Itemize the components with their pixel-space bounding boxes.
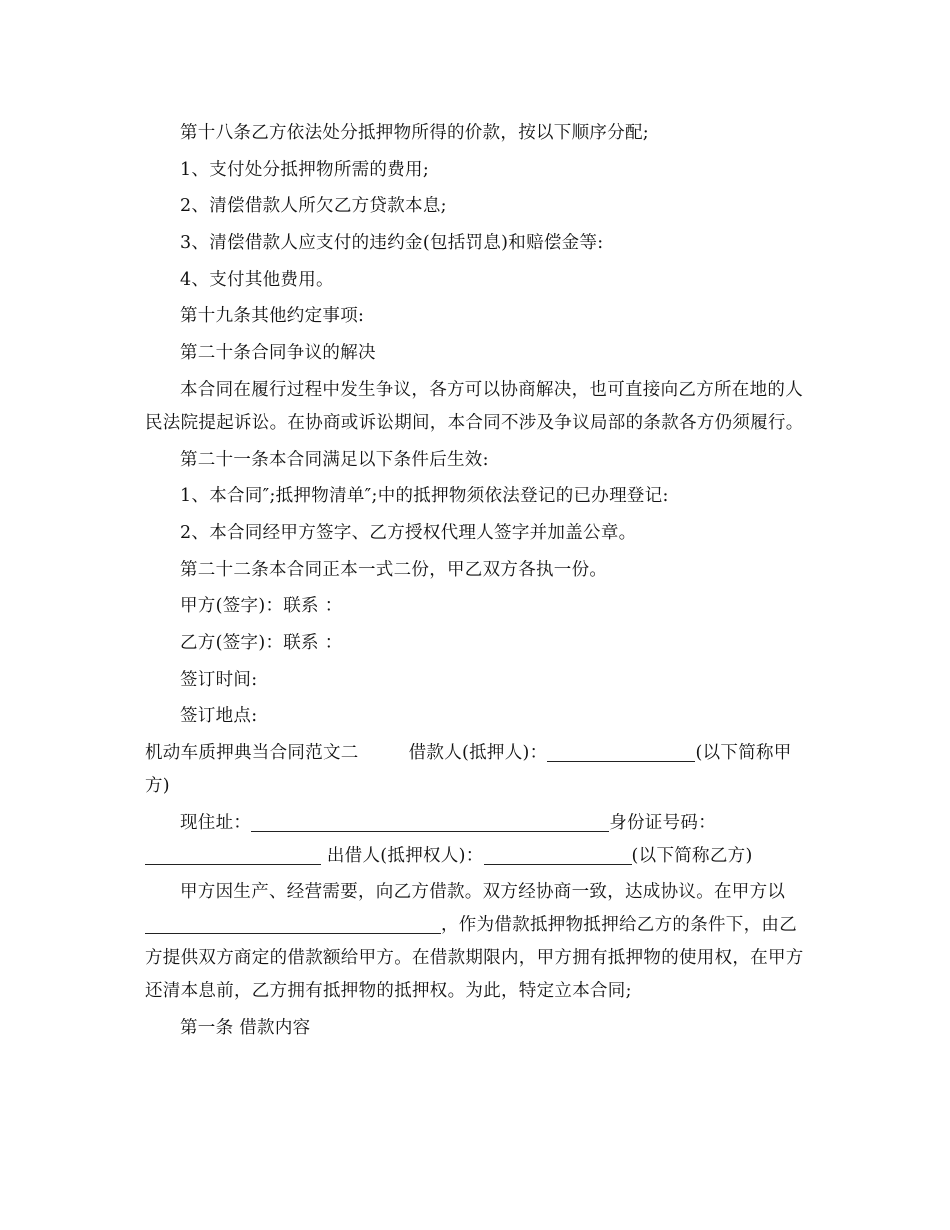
address-blank[interactable] — [251, 813, 609, 832]
agreement-part-1: 甲方因生产、经营需要，向乙方借款。双方经协商一致，达成协议。在甲方以 — [180, 882, 786, 903]
clause-19: 第十九条其他约定事项: — [180, 306, 365, 327]
clause-18-item-2: 2、清偿借款人所欠乙方贷款本息; — [180, 196, 447, 217]
clause-21-item-1: 1、本合同″;抵押物清单″;中的抵押物须依法登记的已办理登记: — [180, 486, 669, 507]
second-contract-heading — [145, 737, 807, 803]
party-b-signature: 乙方(签字)：联系 ： — [180, 632, 343, 653]
clause-22: 第二十二条本合同正本一式二份，甲乙双方各执一份。 — [180, 559, 608, 580]
article-one: 第一条 借款内容 — [180, 1018, 311, 1039]
address-label: 现住址： — [180, 812, 252, 833]
clause-20-text: 本合同在履行过程中发生争议，各方可以协商解决，也可直接向乙方所在地的人民法院提起诉讼。在协商或诉讼期间，本合同不涉及争议局部的条款各方仍须履行。 — [145, 379, 804, 433]
agreement-part-2: ，作为借款抵押物抵押给乙方的条件下，由乙方提供双方商定的借款额给甲方。在借款期限内，甲方拥有抵押物的使用权，在甲方还清本息前，乙方拥有抵押物的抵押权。为此，特定立本合同; — [145, 915, 804, 1002]
party-a-signature: 甲方(签字)：联系 ： — [180, 596, 343, 617]
id-number-blank[interactable] — [145, 846, 321, 865]
address-id-line — [145, 807, 807, 873]
clause-18-item-4: 4、支付其他费用。 — [180, 269, 334, 290]
clause-21: 第二十一条本合同满足以下条件后生效: — [180, 449, 489, 470]
borrower-blank[interactable] — [547, 743, 695, 762]
document-body — [145, 117, 807, 1049]
clause-18: 第十八条乙方依法处分抵押物所得的价款，按以下顺序分配; — [180, 123, 649, 143]
collateral-blank[interactable] — [145, 915, 441, 934]
clause-21-item-2: 2、本合同经甲方签字、乙方授权代理人签字并加盖公章。 — [180, 522, 637, 543]
agreement-paragraph — [145, 876, 807, 1008]
lender-blank[interactable] — [484, 846, 632, 865]
second-contract-title: 机动车质押典当合同范文二 — [145, 743, 359, 763]
clause-18-item-3: 3、清偿借款人应支付的违约金(包括罚息)和赔偿金等: — [180, 233, 604, 254]
clause-18-item-1: 1、支付处分抵押物所需的费用; — [180, 159, 430, 180]
id-label: 身份证号码： — [609, 812, 717, 833]
signing-time: 签订时间: — [180, 669, 258, 690]
signing-place: 签订地点: — [180, 706, 258, 727]
lender-suffix: (以下简称乙方) — [631, 845, 753, 866]
borrower-label: 借款人(抵押人)： — [408, 743, 548, 763]
lender-label: 出借人(抵押权人)： — [326, 845, 484, 866]
borrower-suffix: (以下简称甲方) — [145, 743, 792, 796]
clause-20: 第二十条合同争议的解决 — [180, 343, 376, 364]
